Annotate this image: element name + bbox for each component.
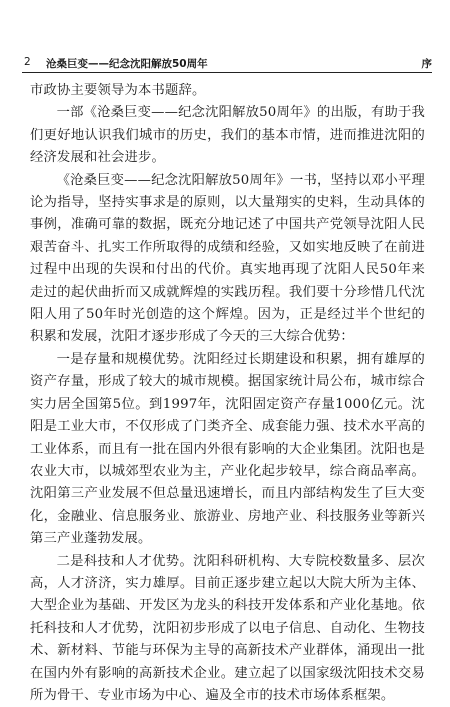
section-name: 序 [421, 58, 432, 70]
book-title: 沧桑巨变——纪念沈阳解放50周年 [46, 58, 208, 70]
header-rule [22, 72, 432, 73]
page-number: 2 [24, 56, 31, 68]
running-header [22, 56, 432, 72]
paragraph: 《沧桑巨变——纪念沈阳解放50周年》一书，坚持以邓小平理论为指导，坚持实事求是的原则，以大量翔实的史料，生动具体的事例，准确可靠的数据，既充分地记述了中国共产党领导沈阳人民艰苦奋斗、扎实工作所取得的成绩和经验，又如实地反映了在前进过程中出现的失误和付出的代价。真实地再现了沈阳人民50年来走过的起伏曲折而又成就辉煌的实践历程。我们要十分珍惜几代沈阳人用了50年时光创造的这个辉煌。因为，正是经过半个世纪的积累和发展，沈阳才逐步形成了今天的三大综合优势： [30, 172, 425, 345]
paragraph: 市政协主要领导为本书题辞。 [30, 83, 206, 98]
paragraph: 一是存量和规模优势。沈阳经过长期建设和积累，拥有雄厚的资产存量，形成了较大的城市规模。据国家统计局公布，城市综合实力居全国第5位。到1997年，沈阳固定资产存量1000亿元。沈阳是工业大市，不仅形成了门类齐全、成套能力强、技术水平高的工业体系，而且有一批在国内外很有影响的大企业集团。沈阳也是农业大市，以城郊型农业为主，产业化起步较早，综合商品率高。沈阳第三产业发展不但总量迅速增长，而且内部结构发生了巨大变化，金融业、信息服务业、旅游业、房地产业、科技服务业等新兴第三产业蓬勃发展。 [30, 351, 425, 547]
paragraph: 二是科技和人才优势。沈阳科研机构、大专院校数量多、层次高，人才济济，实力雄厚。目前正逐步建立起以大院大所为主体、大型企业为基础、开发区为龙头的科技开发体系和产业化基地。依托科技和人才优势，沈阳初步形成了以电子信息、自动化、生物技术、新材料、节能与环保为主导的高新技术产业群体，涌现出一批在国内外有影响的高新技术企业。建立起了以国家级沈阳技术交易所为骨干、专业市场为中心、遍及全市的技术市场体系框架。 [30, 553, 425, 703]
paragraph: 一部《沧桑巨变——纪念沈阳解放50周年》的出版，有助于我们更好地认识我们城市的历史，我们的基本市情，进而推进沈阳的经济发展和社会进步。 [30, 105, 425, 166]
body-text [30, 80, 425, 707]
